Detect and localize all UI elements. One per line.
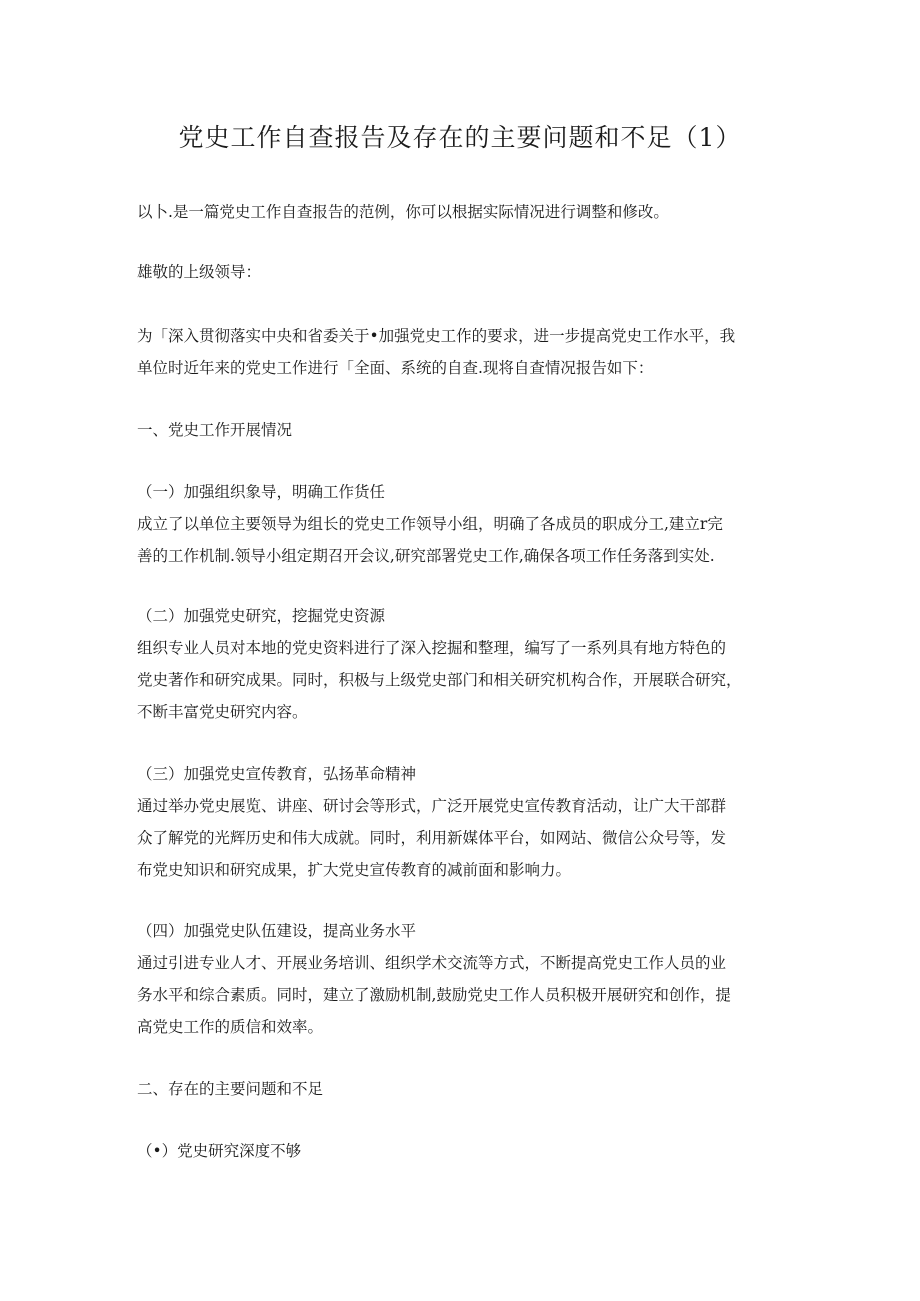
text-line: 布党史知识和研究成果，扩大党史宣传教育的减前面和影响力。 <box>137 861 572 879</box>
text-line: 组织专业人员对本地的党史资料进行了深入挖掘和整理，编写了一系列具有地方特色的 <box>137 639 727 657</box>
text-line: 党史著作和研究成果。同时，积极与上级党史部门和相关研究机构合作，开展联合研究， <box>137 671 742 689</box>
subsection-1-4 <box>137 915 787 1043</box>
subsection-heading: （三）加强党史宣传教育，弘扬革命精神 <box>137 765 417 783</box>
subsection-1-1 <box>137 476 787 572</box>
text-line: 通过举办党史展览、讲座、研讨会等形式，广泛开展党史宣传教育活动，让广大干部群 <box>137 797 727 815</box>
opening-paragraph <box>137 320 787 384</box>
salutation: 雄敬的上级领导： <box>137 263 262 281</box>
subsection-heading: （二）加强党史研究，挖掘党史资源 <box>137 607 386 625</box>
text-line: 单位时近年来的党史工作进行「全面、系统的自查.现将自查情况报告如下： <box>137 359 654 377</box>
subsection-1-3 <box>137 758 787 886</box>
subsection-heading: （四）加强党史队伍建设，提高业务水平 <box>137 922 417 940</box>
document-title: 党史工作自查报告及存在的主要问题和不足（1） <box>178 123 742 152</box>
text-line: 通过引进专业人才、开展业务培训、组织学术交流等方式，不断提高党史工作人员的业 <box>137 954 727 972</box>
text-line: 成立了以单位主要领导为组长的党史工作领导小组，明确了各成员的职成分工,建立r完 <box>137 515 723 533</box>
section-heading-2: 二、存在的主要问题和不足 <box>137 1080 324 1098</box>
subsection-2-1-heading: （•）党史研究深度不够 <box>137 1142 302 1160</box>
text-line: 众了解党的光辉历史和伟大成就。同时，利用新媒体平台，如网站、微信公众号等，发 <box>137 829 727 847</box>
subsection-heading: （一）加强组织象导，明确工作货任 <box>137 483 386 501</box>
text-line: 务水平和综合素质。同时，建立了激励机制,鼓励党史工作人员积极开展研究和创作，提 <box>137 986 731 1004</box>
text-line: 高党史工作的质信和效率。 <box>137 1018 324 1036</box>
subsection-1-2 <box>137 600 787 728</box>
text-line: 为「深入贯彻落实中央和省委关于•加强党史工作的要求，进一步提高党史工作水平，我 <box>137 327 736 345</box>
section-heading-1: 一、党史工作开展情况 <box>137 421 293 439</box>
intro-paragraph: 以卜.是一篇党史工作自查报告的范例，你可以根据实际情况进行调整和修改。 <box>137 203 669 221</box>
text-line: 不断丰富党史研究内容。 <box>137 703 308 721</box>
text-line: 善的工作机制.领导小组定期召开会议,研究部署党史工作,确保各项工作任务落到实处. <box>137 547 715 565</box>
